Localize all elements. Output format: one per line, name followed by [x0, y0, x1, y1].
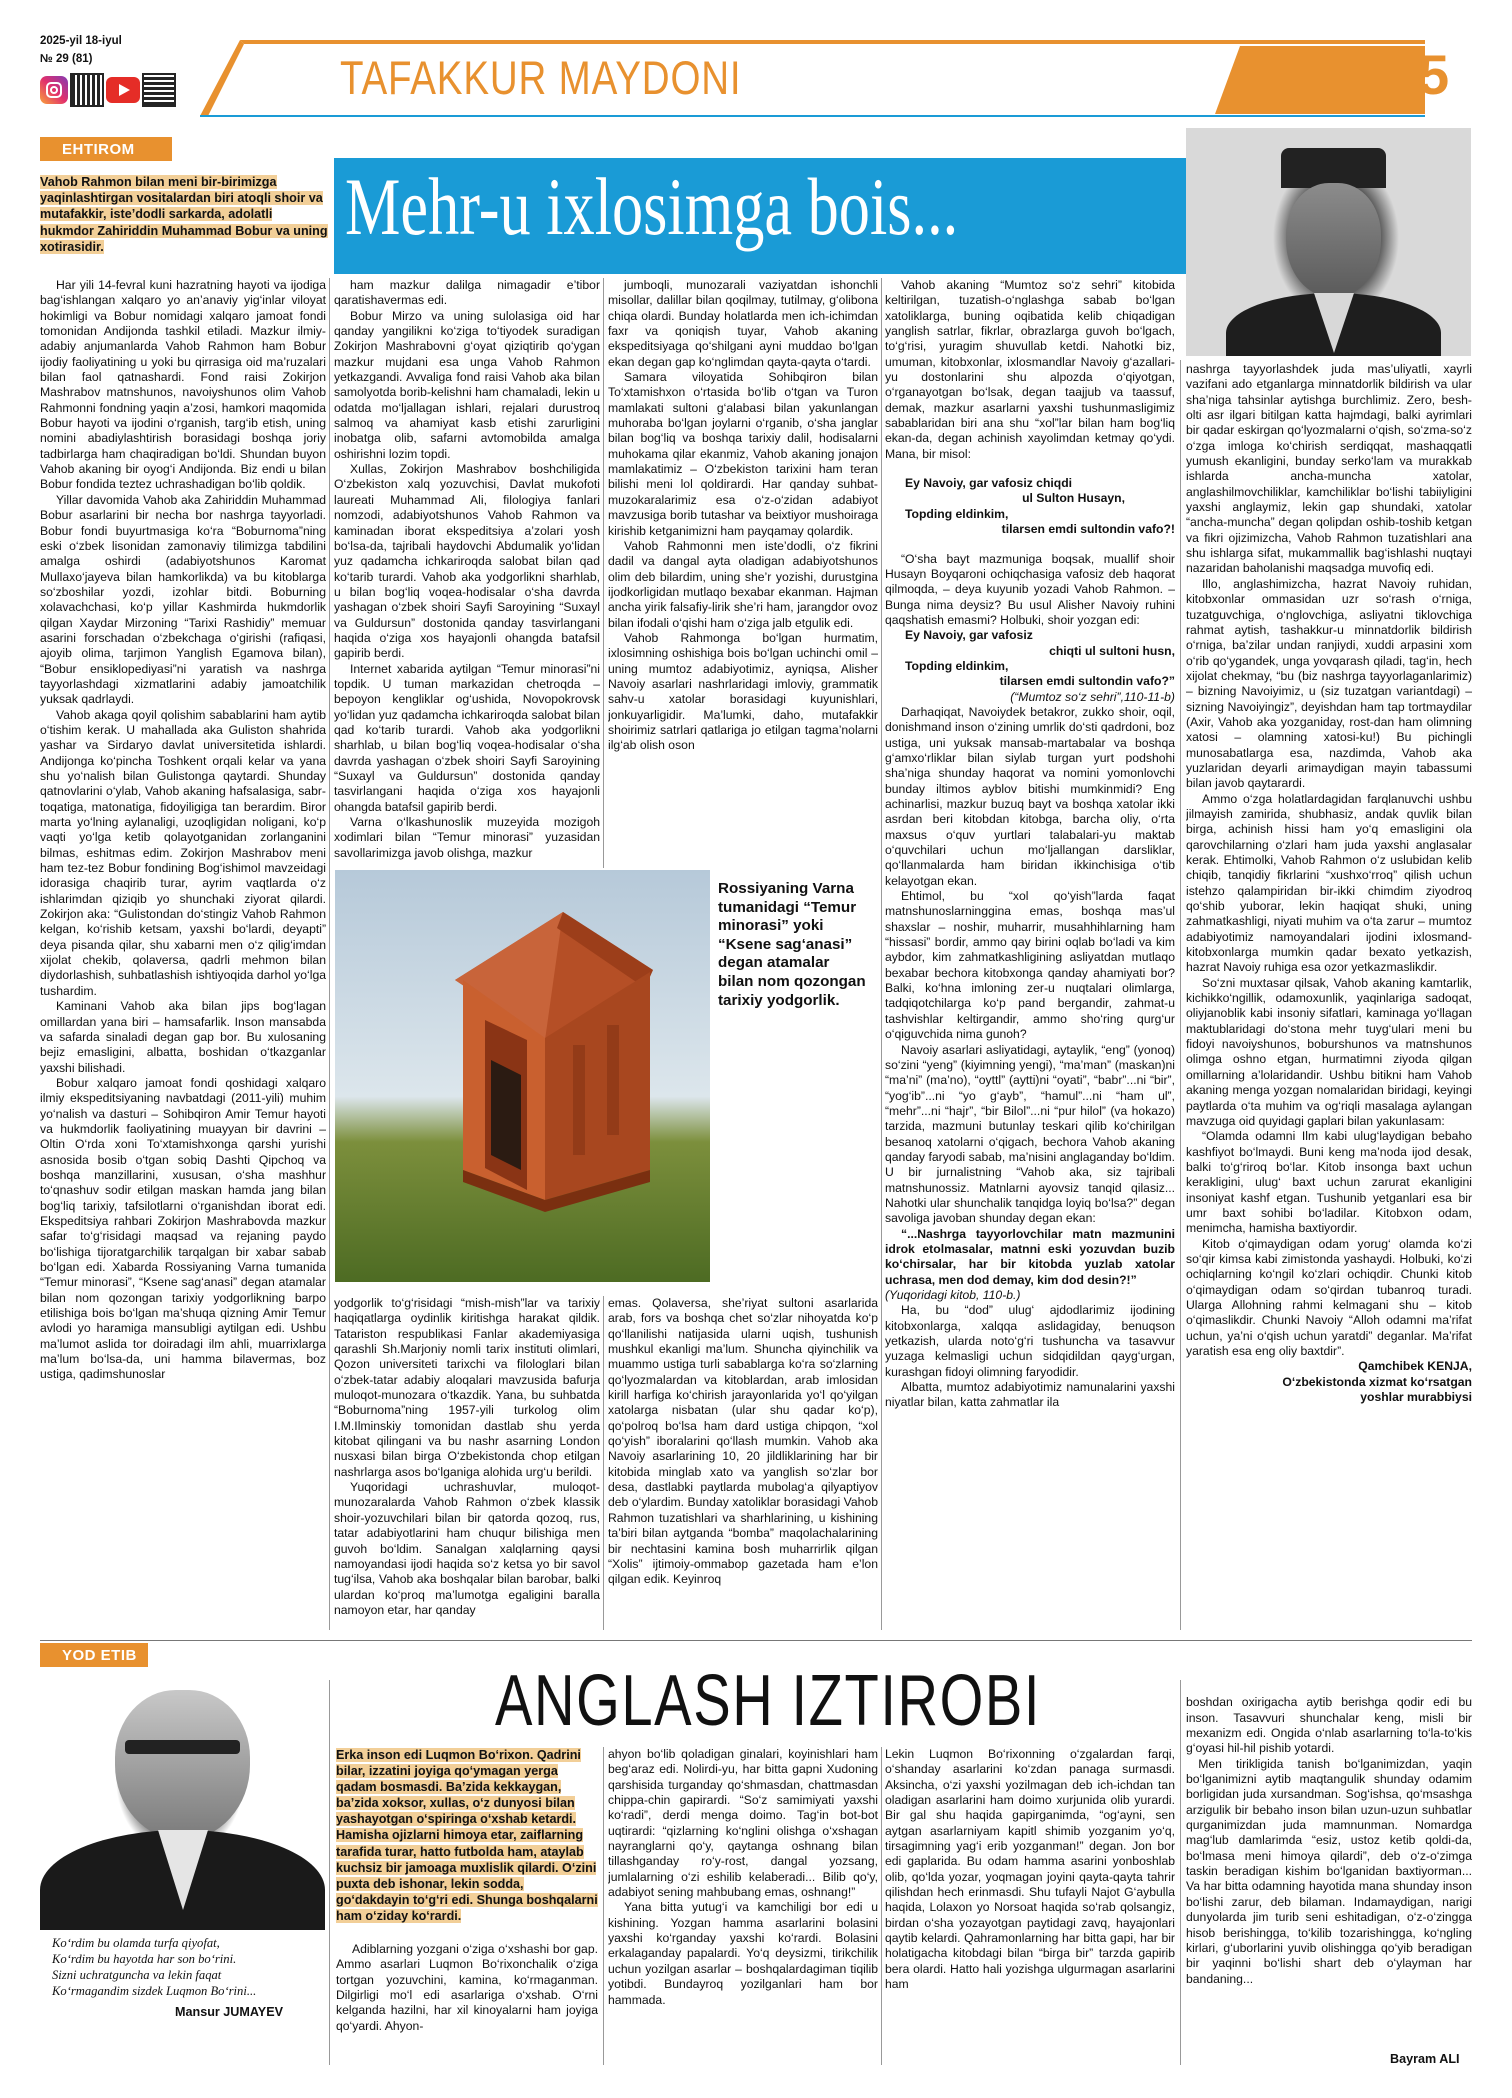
author-title: O‘zbekistonda xizmat ko‘rsatgan	[1282, 1374, 1472, 1389]
paragraph: Yuqoridagi uchrashuvlar, muloqot-munozaralarda Vahob Rahmon o‘zbek klassik shoir-yozuvchilari bilan bir qatorda qozoq, rus, tatar adabiyotlarini ham chuqur bilishiga men guvoh bo‘ldim. Sanalgan xalqlarning qaysi namoyandasi ijodi haqida so‘z ketsa yo bir savol tug‘ilsa, Vahob aka boshqalar bilan barobar, balki ulardan ko‘proq ma’lumotga egaligini baralla namoyon etar, har qanday	[334, 1480, 600, 1617]
poem-author: Mansur JUMAYEV	[175, 2005, 284, 2019]
paragraph: Vahob akaga qoyil qolishim sabablarini ham aytib o‘tishim kerak. U mahallada aka Guliston shahrida yashar va Sirdaryo davlat universitetida ishlardi. Andijonga ko‘pincha Toshkent orqali kelar va yana shu yo‘nalish bilan Gulistonga qaytardi. Shunday qatnovlarini o‘ylab, Vahob akaning hafsalasiga, sabr-toqatiga, matonatiga, fidoyiligiga tan berardim. Biror marta yo‘lning aylanaligi, uzoqligidan noligani, ko‘p vaqti yo‘lga ketib qolayotganidan zorlanganini bilmas, eshitmas edim. Zokirjon Mashrabov meni ham tez-tez Bobur fondining Bog‘ishimol mavzeidagi idorasiga chaqirib turar, ayrim vaqtlarda o‘z ishlarimdan qiziqib yo shunchaki ziyorat qilardi. Zokirjon aka: “Gulistondan do‘stingiz Vahob Rahmon kelgan, ko‘rishib ketsam, yaxshi bo‘lardi, deyapti” deya pisanda qilar, shu xabarni men o‘z qilig‘imdan xijolat chekib, qolaversa, qadrli mehmon bilan diydorlashish, suhbatlashish ishtiyoqida darhol yo‘lga tushardim.	[40, 707, 326, 998]
article1-col3	[608, 278, 878, 868]
author-portrait	[1186, 128, 1471, 356]
paragraph: Kitob o‘qimaydigan odam yorug‘ olamda ko‘zi so‘qir kimsa kabi zimistonda yashaydi. Holbuki, ko‘zi ochiqlarning ko‘ngil ko‘zlari ochiqdir. Chunki kitob o‘qimaydigan odam so‘qirdan tubanroq turadi. Ularga Allohning rahmi kelmagani shu – kitob o‘qimaslikdir. Chunki Navoiy “Alloh odamni ma’rifat uchun, ya’ni o‘qish uchun yaratdi” deganlar. Ma’rifat yaratish esa eng oliy baxtdir”.	[1186, 1236, 1472, 1358]
paragraph: Ehtimol, bu “xol qo‘yish”larda faqat matnshunoslarninggina emas, boshqa mas’ul shaxslar – noshir, muharrir, musahhihlarning ham “hissasi” bordir, ammo qay birini oqlab bo‘ladi va kim aybdor, kim zahmatkashligining asliyatdan mutlaqo bexabar bechora kitobxonga qanday ahamiyati bor? Balki, ko‘hna imloning zer-u nuqtalari olimlarga, tadqiqotchilarga ko‘p pand bergandir, zahmat-u tashvishlar keltirgandir, ammo sho‘ring qurg‘ur o‘qiguvchida nima gunoh?	[885, 889, 1175, 1042]
instagram-icon[interactable]	[40, 76, 68, 104]
paragraph: Darhaqiqat, Navoiydek betakror, zukko shoir, oqil, donishmand inson o‘zining umrlik do‘sti qadrdoni, boz ustiga, uni yuksak mansab-martabalar va boshqa g‘amxo‘rliklar bilan siylab turgan yurt podshohi sha’niga shunday haqorat va nomini yomonlovchi bunday iltimos ayblov bitishi mumkinmidi? Eng achinarlisi, mazkur buzuq bayt va boshqa xatolar ikki asrdan beri kitobdan kitobga, barcha oliy, o‘rta maxsus o‘quv yurtlari talabalari-yu maktab o‘quvchilari uchun mo‘ljallangan darsliklar, qo‘llanmalarda ham biridan ikkinchisiga o‘tib kelayotgan ekan.	[885, 704, 1175, 888]
paragraph: Xullas, Zokirjon Mashrabov boshchiligida O‘zbekiston xalq yozuvchisi, Davlat mukofoti laureati Muhammad Ali, filologiya fanlari nomzodi, adabiyotshunos Vahob Rahmon va kaminadan iborat ekspeditsiya a’zolari yosh bo‘lsa-da, tajribali haydovchi Abdumalik yo‘lidan yuz qadamcha ichkariroqda salobat bilan qad ko‘tarib turardi. Vahob aka yodgorlikni sharhlab, u bilan bog‘liq voqea-hodisalar o‘sha davrda yashagan o‘zbek shoiri Sayfi Saroyining “Suxayl va Guldursun” dostonida qanday tasvirlangani haqida o‘ziga xos hayajonli ohangda batafsil gapirib berdi.	[334, 462, 600, 661]
social-icons	[40, 75, 174, 105]
paragraph: emas. Qolaversa, she’riyat sultoni asarlarida arab, fors va boshqa chet so‘zlar nihoyatda ko‘p qo‘llanilishi natijasida ularni uqish, tushunish mushkul ekanligi ma’lum. Shuncha qiyinchilik va muammo ustiga turli sabablarga ko‘ra so‘zlarning qo‘lyozmalardan va kitoblardan, arab imlosidan kirill harfiga ko‘chirish jarayonlarida yo‘l qo‘yilgan xatolarga nisbatan (ular shu qadar ko‘p), qo‘polroq bo‘lsa ham dard ustiga chipqon, “xol qo‘yish” iboralarini qo‘llash mumkin. Vahob aka Navoiy asarlarining 10, 20 jildliklarining har bir kitobida minglab xato va yanglish so‘zlar bor desa, dastlabki paytlarda mubolag‘a qilyaptiyov deb o‘ylardim. Bunday xatoliklar borasidagi Vahob Rahmon tuzatishlari va sharhlarining, u kishining ta’biri bilan aytganda “bomba” maqolachalarining bir nechtasini kamina bosh muharrirlik qilgan “Xolis” ijtimoiy-ommabop gazetada ham e’lon qilgan edik. Keyinroq	[608, 1296, 878, 1587]
poem-line: chiqti ul sultoni husn,	[1049, 643, 1175, 658]
paragraph: Varna o‘lkashunoslik muzeyida mozigoh xodimlari bilan “Temur minorasi” yuzasidan savollarimizga javob olishga, mazkur	[334, 815, 600, 860]
column-divider	[329, 278, 330, 1630]
poem-line: Ey Navoiy, gar vafosiz	[905, 628, 1033, 643]
article2-lead: Erka inson edi Luqmon Bo‘rixon. Qadrini bilar, izzatini joyiga qo‘ymagan yerga qadam bosmasdi. Ba’zida kekkaygan, ba’zida xoksor, xullas, o‘z dunyosi bilan yashayotgan o‘spiringa o‘xshab ketardi. Hamisha ojizlarni himoya etar, zaiflarning tarafida turar, hatto futbolda ham, ataylab kuchsiz bir jamoaga muxlislik qilardi. O‘zini puxta deb ishonar, lekin sodda, go‘dakdayin to‘g‘ri edi. Shunga boshqalarni ham o‘ziday ko‘rardi.	[336, 1748, 598, 1923]
issue-number: № 29 (81)	[40, 53, 93, 65]
poem-line: Ey Navoiy, gar vafosiz chiqdi	[905, 476, 1073, 491]
paragraph: ahyon bo‘lib qoladigan ginalari, koyinishlari ham beg‘araz edi. Nolirdi-yu, har bitta gapni Xudoning qarshisida turganday qo‘shmasdan, chattmasdan chippa-chin gapirardi. “So‘z samimiyati yaxshi ko‘radi”, derdi menga doimo. Tag‘in bot-bot uqtirardi: “qizlarning ko‘nglini olishga o‘xshagan nayranglarni qo‘y, qaytanga oshnang bilan tillashganday ro‘y-rost, dangal yozsang, jumlalarning o‘zi eshilib kelaberadi... Bilib qo‘y, adabiyot sening mahbubang emas, oshnang!”	[608, 1747, 878, 1900]
column-divider	[603, 1747, 604, 2065]
paragraph: “O‘sha bayt mazmuniga boqsak, muallif shoir Husayn Boyqaroni ochiqchasiga vafosiz deb haqorat qilmoqda, – deya kuyunib yozadi Vahob Rahmon. – Bunga nima deysiz? Bu usul Alisher Navoiy ruhini qaqshatish emasmi? Holbuki, shoir yozgan edi:	[885, 551, 1175, 627]
paragraph: Har yili 14-fevral kuni hazratning hayoti va ijodiga bag‘ishlangan xalqaro yo an’anaviy yig‘inlar viloyat hokimligi va Bobur nomidagi xalqaro jamoat fondi tomonidan Andijonda tashkil etiladi. Mazkur ilmiy-adabiy anjumanlarda Vahob Rahmon ham Bobur ijodiy faoliyatining u yoki bu qirrasiga oid ma’ruzalari bilan faol qatnashardi. Fond raisi Zokirjon Mashrabov matnshunos, navoiyshunos olim Vahob Rahmonni fondning yaqin a’zosi, hamkori maqomida Bobur hayoti va ijodini o‘rganish, targ‘ib etish, uning nomini abadiylashtirish borasidagi boshqa joriy tadbirlarga ham chaqiradigan bo‘ldi. Shundan buyon Vahob akaning bir oyog‘i Andijonda. Biz endi u bilan Bobur fondida teztez uchrashadigan bo‘lib qoldik.	[40, 278, 326, 492]
article2-col3	[608, 1747, 878, 2067]
issue-date: 2025-yil 18-iyul	[40, 35, 122, 47]
lead-text: Vahob Rahmon bilan meni bir-birimizga yaqinlashtirgan vositalardan biri atoqli shoir va mutafakkir, iste’dodli sarkarda, adolatli hukmdor Zahiriddin Muhammad Bobur va uning xotirasidir.	[40, 175, 328, 254]
column-divider	[603, 1296, 604, 1630]
poem-line: ul Sulton Husayn,	[1022, 491, 1125, 506]
paragraph: Vahob Rahmonni men iste’dodli, o‘z fikrini dadil va dangal ayta oladigan adabiyotshunos olim deb bilardim, uning she’r yozishi, durustgina ijodkorligidan mutlaqo bexabar ekanman. Hajman ancha yirik falsafiy-lirik she’ri ham, jarangdor ovoz bilan ifodali o‘qishi ham o‘ziga jalb etgulik edi.	[608, 538, 878, 630]
paragraph: Kaminani Vahob aka bilan jips bog‘lagan omillardan yana biri – hamsafarlik. Inson mansabda va safarda sinaladi degan gap bor. Bu xulosaning bejiz emasligini, albatta, boshidan o‘tkazganlar yaxshi bilishadi.	[40, 999, 326, 1075]
poem-line: tilarsen emdi sultondin vafo?!	[1001, 522, 1175, 537]
article1-col2	[334, 278, 600, 868]
paragraph: Ammo o‘zga holatlardagidan farqlanuvchi ushbu jilmayish zamirida, shubhasiz, andak quvlik bilan birga, achinish hissi ham yo‘q emasligini ola qarovchilarning o‘zlari ham juda yaxshi anglasalar kerak. Ehtimolki, Vahob Rahmon o‘z uslubidan kelib chiqib, tanqidiy fikrlarini “xushxo‘rroq” qilish uchun istehzo qalampiridan bir-ikki chimdim ziyodroq qo‘shib yuborar, lekin haqiqat shuki, uning zahmatkashligi, niyati muhim va o‘ta zarur – mumtoz adabiyotimiz namoyandalari ijodini ixlosmand-kitobxonlarga mumkin qadar bexato yetkazish, hazrat Navoiy ruhiga esa ozor yetkazmaslikdir.	[1186, 791, 1472, 975]
poem-line: Ko‘rmagandim sizdek Luqmon Bo‘rini...	[52, 1984, 257, 1998]
section-title: TAFAKKUR MAYDONI	[340, 51, 742, 104]
paragraph: Lekin Luqmon Bo‘rixonning o‘zgalardan farqi, o‘shanday asarlarini ko‘zdan panaga surmasdi. Aksincha, o‘zi yaxshi yozilmagan deb ich-ichdan tan oladigan asarlarini ham doimo xurjunida olib yurardi. Bir gal shu haqida gapirganimda, “og‘ayni, sen aytgan asarlarniyam kapitl shimib yozganim yo‘q, tirsagimning yag‘i erib yozganman!” degan. Jon bor edi gaplarida. Bu odam hamma asarini yonboshlab olib, qo‘lda yozar, yoqmagan joyini qayta-qayta tahrir qilishdan hech erinmasdi. Shu tufayli Najot G‘aybulla haqida, Lolaxon yo Norsoat haqida so‘rab qolsangiz, birdan o‘sha yozayotgan paytidagi zavq, hayajonlari qaytib kelardi. Qahramonlarning har bitta gapi, har bir holatigacha kitobdagi bilan “birga bir” tarzda gapirib bera olardi. Hatto hali yozishga ulgurmagan asarlarini ham	[885, 1747, 1175, 1992]
paragraph: Yillar davomida Vahob aka Zahiriddin Muhammad Bobur asarlarini bir necha bor nashrga tayyorladi. Bobur fondi buyurtmasiga ko‘ra “Boburnoma”ning eski o‘zbek lisonidan zamonaviy tilimizga tabdilini amalga oshirdi (adabiyotshunos Karomat Mullaxo‘jayeva bilan hamkorlikda) va bu kitoblarga so‘zboshilar yozdi, izohlar bitdi. Boburning xolavachchasi, ko‘p yillar Kashmirda hukmdorlik qilgan Xaydar Mirzoning “Tarixi Rashidiy” memuar asarini forschadan o‘zbekchaga o‘girishi (rafiqasi, ajoyib olima, tarjimon Yanglish Egamova bilan), “Bobur ensiklopediyasi”ni yaratish va nashrga tayyorlashdagi xizmatlarini adabiy jamoatchilik yuksak qadrlaydi.	[40, 492, 326, 707]
paragraph: nashrga tayyorlashdek juda mas’uliyatli, xayrli vazifani ado etganlarga minnatdorlik bildirish va ular sha’niga tahsinlar aytishga burchlimiz. Zero, besh-olti asr ilgari bitilgan katta hajmdagi, balki ayrimlari bir qadar eskirgan qo‘lyozmalarni o‘qish, so‘zma-so‘z o‘zga imloga ko‘chirish serdiqqat, mashaqqatli yumush ekanligini, bunday serko‘lam va murakkab ishlarda ancha-muncha xatolar, anglashilmovchiliklar, kamchiliklar bo‘lishi tabiiyligini yaxshi anglaymiz, lekin gap shundaki, xatolar “ancha-muncha” degan qolipdan oshib-toshib ketgan va fikri ojizimizcha, Vahob Rahmon tuzatishlari ana shu ishlarga sifat, mukammallik bag‘ishlashi nuqtayi nazaridan baholanishi maqsadga muvofiq edi.	[1186, 362, 1472, 576]
paragraph: Ha, bu “dod” ulug‘ ajdodlarimiz ijodining kitobxonlarga, xalqqa aslidagiday, benuqson yetkazish, ularda noto‘g‘ri tushuncha va tasavvur yuzaga kelmasligi uchun sidqidildan qayg‘urgan, kurashgan fidoyi olimning faryodidir.	[885, 1303, 1175, 1379]
paper-name: Jadid	[1080, 48, 1200, 102]
paragraph: Yana bitta yutug‘i va kamchiligi bor edi u kishining. Yozgan hamma asarlarini bolasini yaxshi ko‘rganday yaxshi ko‘rardi. Bolasini erkalaganday papalardi. Yo‘q deysizmi, tirikchilik uchun yozilgan asarlar – boshqalardagiman tiqilib yotibdi. Bundayroq yozilganlari ham bor hammada.	[608, 1900, 878, 2007]
paragraph: So‘zni muxtasar qilsak, Vahob akaning kamtarlik, kichikko‘ngillik, odamoxunlik, yaqinlariga sadoqat, oliyjanoblik kabi insoniy sifatlari, kaminaga yo‘llagan maktublaridagi do‘stona mehr tuyg‘ulari meni bu fidoyi navoiyshunos, boburshunos va matnshunos olimga oshno etgan, hurmatimni ziyoda qilgan omillarning a’lolaridandir. Ushbu bitikni ham Vahob akaning menga yozgan nomalaridan biridagi, keyingi paytlarda o‘ta muhim va og‘riqli masalaga aylangan mavzuga oid quyidagi gaplari bilan yakunlasam:	[1186, 975, 1472, 1128]
paragraph: Adiblarning yozgani o‘ziga o‘xshashi bor gap. Ammo asarlari Luqmon Bo‘rixonchalik o‘ziga tortgan yozuvchini, kamina, ko‘rmaganman. Dilgirligi mo‘l edi asarlariga o‘xshab. O‘rni kelganda hazilni, har xil kinoyalarni ham joyiga qo‘yardi. Ahyon-	[336, 1942, 598, 2033]
paragraph: Vahob akaning “Mumtoz so‘z sehri” kitobida keltirilgan, tuzatish-o‘nglashga sabab bo‘lgan xatoliklarga, buning oqibatida kelib chiqadigan yanglish satrlar, fikrlar, obrazlarga guvoh bo‘lgach, to‘g‘risi, yuragim shuvullab ketdi. Nahotki biz, umuman, kitobxonlar, ixlosmandlar Navoiy g‘azallari-yu dostonlarini shu alpozda o‘qiyotgan, o‘rganayotgan bo‘lsak, degan taajjub va taassuf, demak, mazkur asarlarni yaxshi tushunmasligimiz sabablaridan biri ana shu “xol”lar bilan ham bog‘liq ekan-da, degan achinish xayolimdan ketmay qo‘ydi. Mana, bir misol:	[885, 278, 1175, 461]
section-divider	[40, 1640, 1472, 1641]
rubric-yod-etib: YOD ETIB	[40, 1643, 148, 1667]
rubric-ehtirom: EHTIROM	[40, 137, 172, 161]
column-divider	[881, 1747, 882, 2065]
paragraph: ham mazkur dalilga nimagadir e’tibor qaratishavermas edi.	[334, 278, 600, 308]
page-number: 5	[1418, 43, 1450, 106]
paragraph: “...Nashrga tayyorlovchilar matn mazmunini idrok etolmasalar, matnni eski yozuvdan buzib ko‘chirsalar, har bir kitobda yuzlab xatolar uchrasa, men dod demay, kim dod desin?!”	[885, 1226, 1175, 1287]
paragraph: boshdan oxirigacha aytib berishga qodir edi bu inson. Tasavvuri shunchalar keng, misli bir mexanizm edi. Ongida o‘nlab asarlarning to‘la-to‘kis g‘oyasi hil-hil pishib yotardi. Men tirikligida tanish bo‘lganimizdan, yaqin bo‘lganimizni aytib maqtangulik shunday odamim borligidan juda xursandman. Sog‘ishsa, qo‘msashga arzigulik bir bebaho inson bilan uzun-uzun suhbatlar qurganimizdan juda mamnunman. Nomardga mag‘lub damlarimda “esiz, ustoz ketib qoldi-da, bo‘lmasa meni himoya qilardi”, deb o‘z-o‘zimga taskin beradigan kishim bo‘lganidan baxtiyorman... Va har bitta odamning hayotida mana shunday inson bo‘lishi zarur, deb bilaman. Indamaydigan, narigi dunyolarda jim turib seni eshitadigan, o‘z-o‘zingga hisob berishingga, to‘kilib tozarishingga, ko‘ngling kirlari, g‘uborlarini yuvib olishingga qo‘yib beradigan bir yaqinni bo‘lishi shart deb o‘ylayman har bandaning...	[1186, 1695, 1472, 1986]
article1-col3-lower	[608, 1296, 878, 1630]
qr-code-icon[interactable]	[72, 75, 102, 105]
author-name: Qamchibek KENJA,	[1358, 1359, 1472, 1374]
poem-line: Topding eldinkim,	[905, 658, 1009, 673]
article2-author: Bayram ALI	[1390, 2052, 1460, 2066]
citation: (Yuqoridagi kitob, 110-b.)	[885, 1288, 1021, 1302]
article2-title: ANGLASH IZTIROBI	[495, 1661, 1042, 1741]
article1-col2-lower	[334, 1296, 600, 1630]
youtube-icon[interactable]	[106, 77, 140, 103]
citation: (“Mumtoz so‘z sehri”,110-11-b)	[1010, 689, 1175, 704]
photo-caption: Rossiyaning Varna tumanidagi “Temur minorasi” yoki “Ksene sag‘anasi” degan atamalar bilan nom qozongan tarixiy yodgorlik.	[718, 880, 866, 1009]
poem-line: Sizni uchratguncha va lekin faqat	[52, 1968, 222, 1982]
author-title: yoshlar murabbiysi	[1360, 1390, 1472, 1405]
poem-line: Ko‘rdim bu olamda turfa qiyofat,	[52, 1936, 220, 1950]
column-divider	[1180, 1680, 1181, 2065]
poem-line: Topding eldinkim,	[905, 506, 1009, 521]
paragraph: Samara viloyatida Sohibqiron bilan To‘xtamishxon o‘rtasida bo‘lib o‘tgan va Turon mamlakati sultoni g‘alabasi bilan yakunlangan muhoraba bo‘lgan joylarni o‘rganib, o‘sha janglar bilan bog‘liq va boshqa tarixiy dalil, hodisalarni muhokama qilar ekanmiz, Vahob akaning jonajon mamlakatimiz – O‘zbekiston tarixini ham teran bilishi meni lol qoldirardi. Har qanday suhbat-muzokaralarimiz esa o‘z-o‘zidan adabiyot mavzusiga borib tutashar va beixtiyor mushoiraga kirishib ketganimizni ham payqamay qolardik.	[608, 370, 878, 538]
paragraph: Bobur Mirzo va uning sulolasiga oid har qanday yangilikni ko‘ziga to‘tiyodek suradigan Zokirjon Mashrabovni g‘oyat qiziqtirib qo‘ygan mazkur mujdani esa unga Vahob Rahmon yetkazgandi. Avvaliga fond raisi Vahob aka bilan samolyotda borib-kelishni ham chamaladi, lekin u odatda mo‘ljallagan ishlari, rejalari durustroq salmoq va ahamiyat kasb etishi zarurligini inobatga olib, safarni avtomobilda amalga oshirishni lozim topdi.	[334, 308, 600, 461]
article2-col5	[1186, 1680, 1472, 2052]
paragraph: jumboqli, munozarali vaziyatdan ishonchli misollar, dalillar bilan qoqilmay, tutilmay, g‘olibona chiqa olardi. Bunday holatlarda men ich-ichimdan faxr va qoniqish tuyar, Vahob akaning ekspeditsiyaga qo‘shilgani ayni muddao bo‘lgan ekan degan gap ko‘nglimdan qayta-qayta o‘tardi.	[608, 278, 878, 369]
column-divider	[881, 278, 882, 1630]
tower-drawing	[335, 870, 710, 1282]
luqmon-portrait	[40, 1680, 325, 1930]
poem-line: Ko‘rdim bu hayotda har son bo‘rini.	[52, 1952, 237, 1966]
paragraph: Albatta, mumtoz adabiyotimiz namunalarini yaxshi niyatlar bilan, katta zahmatlar ila	[885, 1380, 1175, 1410]
column-divider	[603, 278, 604, 868]
paragraph: Navoiy asarlari asliyatidagi, aytaylik, “eng” (yonoq) so‘zini “yeng” (kiyimning yengi), “ma’man” (maskan)ni “ma’ni” (ma’no), “oyttl” (aytti)ni “oyati”, “babr”...ni “bir”, “yog‘ib”...ni “yo g‘ayb”, “hamul”...ni “ham ul”, “mehr”...ni “hajr”, “bir Bilol”...ni “pur hilol” (va hokazo) tarzida, mazmuni butunlay teskari qilib ko‘chirilgan besanoq xatolarni o‘qigach, bechora Vahob akaning qanday faryodi sabab, ma’nisini anglaganday bo‘ldim. U bir jurnalistning “Vahob aka, siz tajribali matnshunossiz. Matnlarni ayovsiz tanqid qilasiz... Nahotki ular shunchalik tanqidga loyiq bo‘lsa?” degan savoliga javoban shunday degan ekan:	[885, 1042, 1175, 1226]
qr-code-icon[interactable]	[144, 75, 174, 105]
poem-line: tilarsen emdi sultondin vafo?”	[999, 674, 1175, 689]
column-divider	[329, 1680, 330, 2065]
article1-col1	[40, 278, 326, 1630]
tower-photo	[335, 870, 710, 1282]
paragraph: “Olamda odamni Ilm kabi ulug‘laydigan bebaho kashfiyot bo‘lmaydi. Buni keng ma’noda ijod desak, balki to‘g‘riroq bo‘lar. Kitob insonga baxt uchun kerakligini, ulug‘ baxt uchun zarurat ekanligini insoniyat kashf etgan. Tushunib yetganlari esa bir umr baxt sohibi bo‘ladilar. Kitobxon odam, menimcha, hamisha baxtiyordir.	[1186, 1129, 1472, 1236]
article2-col4	[885, 1747, 1175, 2067]
memorial-poem	[52, 1935, 322, 1999]
paragraph: yodgorlik to‘g‘risidagi “mish-mish”lar va tarixiy haqiqatlarga oydinlik kiritishga harakat qildik. Tatariston respublikasi Fanlar akademiyasiga qarashli Sh.Marjoniy nomli tarix instituti olimlari, Qozon universiteti tarixchi va filologlari bilan o‘zbek-tatar adabiy aloqalari mavzusida bafurja muloqot-munozara o‘tkazdik. Yana, bu suhbatda “Boburnoma”ning 1957-yili turkolog olim I.M.Ilminskiy tomonidan dastlab shu yerda kitobat qilingani va bu nashr asarning London nusxasi bilan birga O‘zbekistonda chop etilgan nashrlarga asos bo‘lganiga alohida urg‘u berildi.	[334, 1296, 600, 1479]
article1-col5	[1186, 362, 1472, 1630]
article-title: Mehr-u ixlosimga bois...	[345, 161, 959, 252]
paragraph: Internet xabarida aytilgan “Temur minorasi”ni topdik. U tuman markazidan chetroqda – bepoyon kengliklar og‘ushida, Novopokrovsk yo‘lidan yuz qadamcha ichkariroqda salobat bilan qad ko‘tarib turardi. Vahob aka yodgorlikni sharhlab, u bilan bog‘liq voqea-hodisalar o‘sha davrda yashagan o‘zbek shoiri Sayfi Saroyining “Suxayl va Guldursun” dostonida qanday tasvirlangani haqida o‘ziga xos hayajonli ohangda batafsil gapirib berdi.	[334, 661, 600, 814]
paragraph: Vahob Rahmonga bo‘lgan hurmatim, ixlosimning oshishiga bois bo‘lgan uchinchi omil – uning mumtoz adabiyotimiz, ayniqsa, Alisher Navoiy asarlari nashrlaridagi imloviy, grammatik sahv-u xatolar borasidagi kuyunishlari, jonkuyarligidir. Ma’lumki, daho, mutafakkir shoirimiz satrlari qatlariga jo etilgan tagma’nolarni ilg‘ab olish oson	[608, 630, 878, 753]
column-divider	[1180, 360, 1181, 1630]
article1-col4	[885, 278, 1175, 1630]
paragraph: Illo, anglashimizcha, hazrat Navoiy ruhidan, kitobxonlar ommasidan uzr so‘rash o‘rniga, tuzatguvchiga, o‘nglovchiga, asliyatni tiklovchiga rahmat aytish, tashakkur-u minnatdorlik bildirish o‘rniga, ba’zilar undan ranjiydi, xuddi arpasini xom o‘rib qo‘ygandek, unga yovqarash qiladi, tag‘in, hech xijolat chekmay, “bu (biz nashrga tayyorlaganlarimiz) – bizning Navoiyimiz, u (siz tuzatgan variantdagi) – sizning Navoiyingiz”, deyishdan ham tap tortmaydilar (Axir, Vahob aka yozganiday, rost-dan ham olimning xatosi – olamning xatosi-ku!) Bu pichingli munosabatlarga esa, nazdimda, Vahob aka yuzlaridan deyarli arimaydigan mayin tabassumi bilan javob qaytarardi.	[1186, 576, 1472, 791]
paragraph: Bobur xalqaro jamoat fondi qoshidagi xalqaro ilmiy ekspeditsiyaning navbatdagi (2011-yili) muhim yo‘nalish va dasturi – Sohibqiron Amir Temur hayoti va hukmdorlik faoliyatining muayyan bir davrini – Oltin O‘rda xoni To‘xtamishxonga qarshi yurishi asnosida bosib o‘tgan sobiq Dashti Qipchoq va boshqa manzillarini, xususan, o‘sha mashhur to‘qnashuv sodir etilgan maskan hamda jang bilan bog‘liq tarixiy, tafsilotlarni o‘rganishdan iborat edi. Ekspeditsiya rahbari Zokirjon Mashrabovda mazkur safar to‘g‘risidagi maqsad va rejaning paydo bo‘lishiga tijoratgarchilik tarqalgan bir xabar sabab bo‘lgan edi. Xabarda Rossiyaning Varna tumanida “Temur minorasi”, “Ksene sag‘anasi” degan atamalar bilan nom qozongan tarixiy yodgorlikning barpo etilishiga bois bo‘lgan ma’shuqa qizning Amir Temur avlodi yo haramiga mansubligi aytilgan edi. Ushbu ma’lumot aslida tor doiradagi ilm ahli, muarrixlarga ma’lum bo‘lsa-da, uni hamma bilavermas, boz ustiga, qadimshunoslar	[40, 1075, 326, 1382]
article2-col2	[336, 1942, 598, 2067]
